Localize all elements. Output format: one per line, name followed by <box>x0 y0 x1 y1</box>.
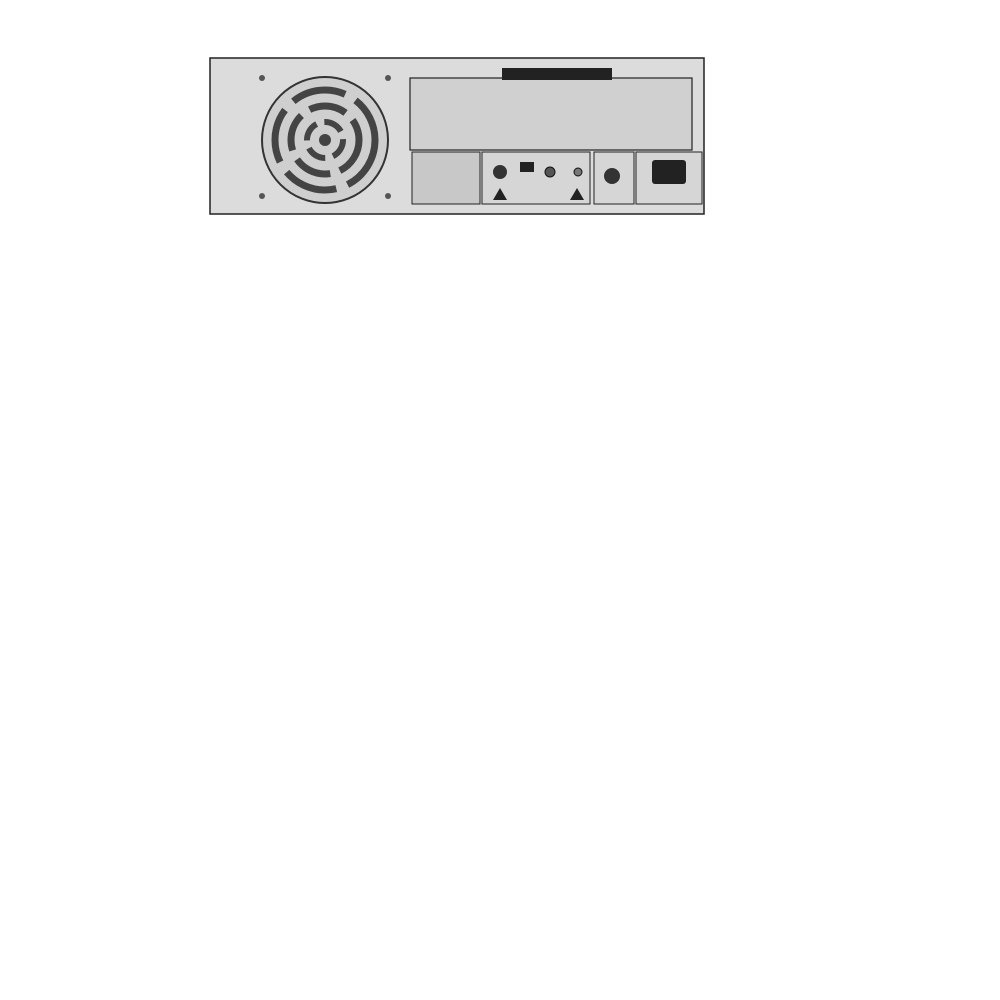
aux-jacks-panel <box>412 152 480 204</box>
antenna-jack-icon <box>574 168 582 176</box>
rear-panel-diagram <box>0 0 1000 250</box>
alarm-jack-icon <box>545 167 555 177</box>
terminal-block <box>410 78 692 150</box>
volume-knob-icon <box>493 165 507 179</box>
ac-inlet-icon <box>652 160 686 184</box>
tf-slot-icon <box>520 162 534 172</box>
fuse-holder-icon <box>604 168 620 184</box>
power-output-strip <box>502 68 612 80</box>
